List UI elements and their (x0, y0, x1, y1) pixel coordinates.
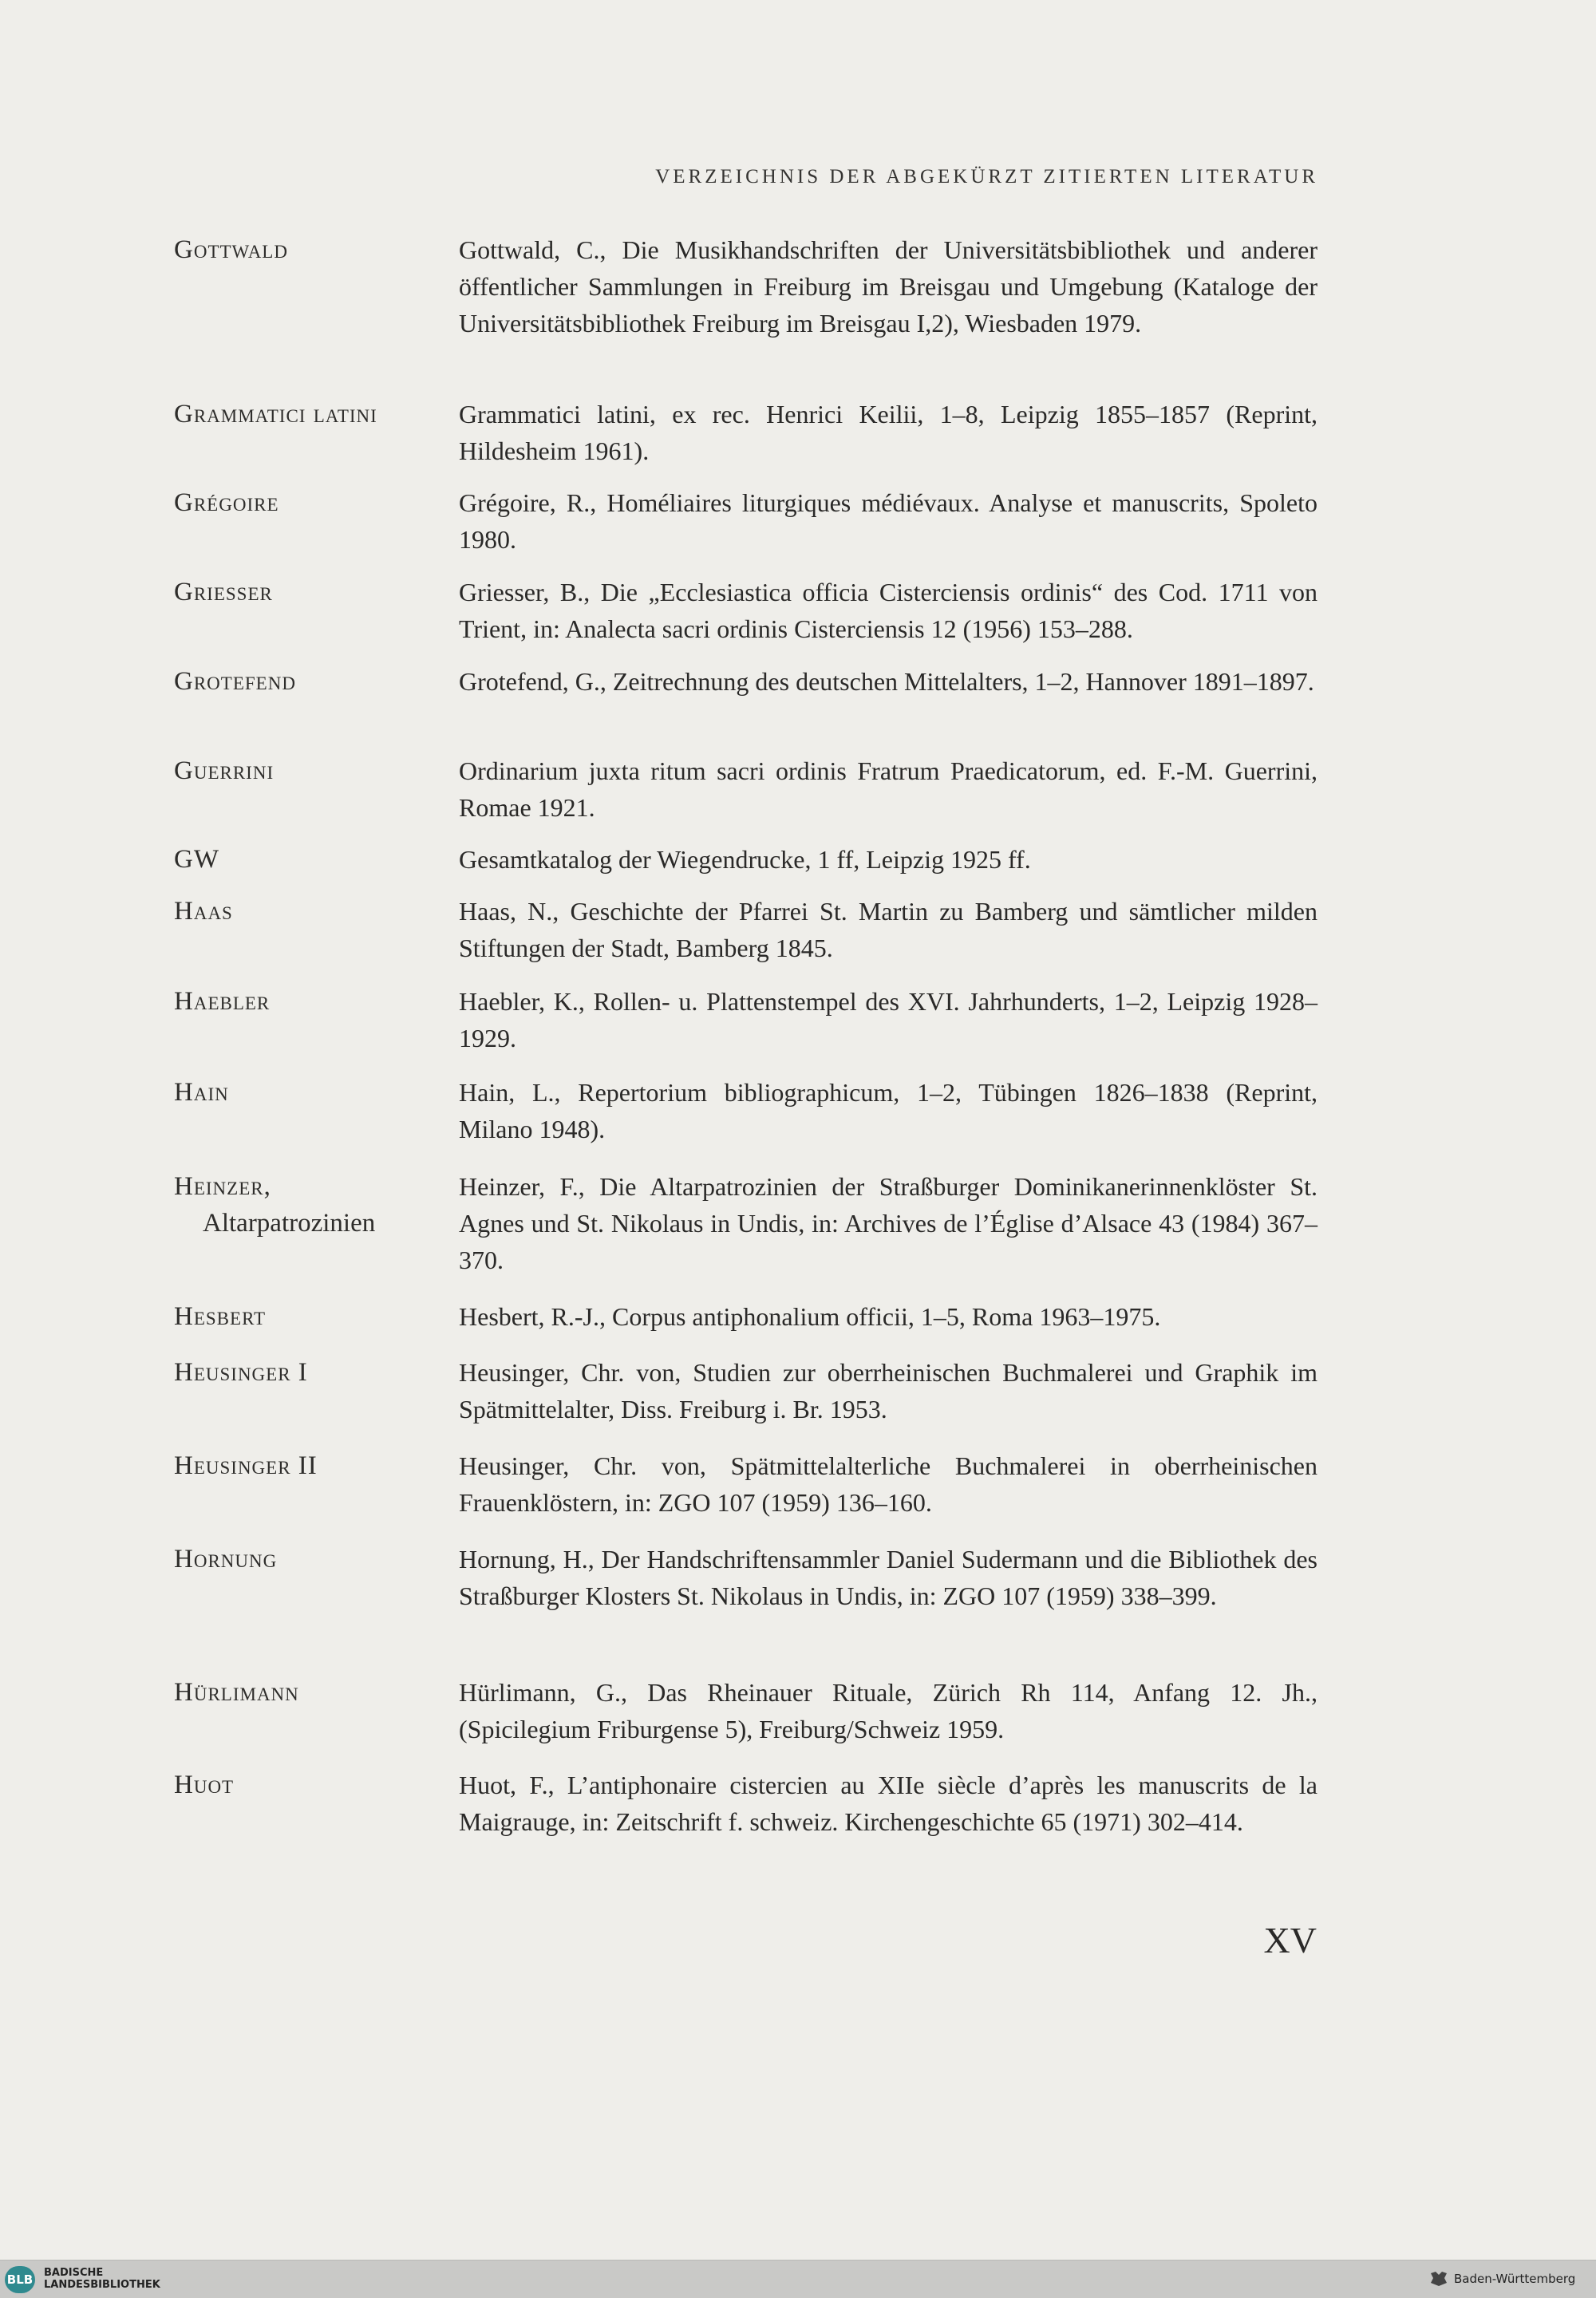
entry-text: Grotefend, G., Zeitrechnung des deutschen Mittelalters, 1–2, Hannover 1891–1897. (459, 667, 1314, 696)
entry-key-sub: Altarpatrozinien (203, 1209, 376, 1238)
entry-text: Griesser, B., Die „Ecclesiastica officia Cisterciensis ordinis“ des Cod. 1711 von Trient, in: Analecta sacri ordinis Cisterciensis 12 (1956) 153–288. (459, 578, 1317, 643)
state-name[interactable]: Baden-Württemberg (1454, 2272, 1576, 2286)
entry-key-main: Heinzer, (174, 1172, 271, 1201)
viewer-footer-bar (0, 2260, 1596, 2298)
entry-text: Hain, L., Repertorium bibliographicum, 1–2, Tübingen 1826–1838 (Reprint, Milano 1948). (459, 1078, 1317, 1143)
entry-key: Heusinger II (174, 1451, 318, 1480)
entry-key: Grammatici latini (174, 400, 377, 428)
running-head: VERZEICHNIS DER ABGEKÜRZT ZITIERTEN LITERATUR (655, 166, 1318, 188)
entry-key: GW (174, 845, 219, 874)
entry-key: Hain (174, 1078, 229, 1107)
entry-key: Griesser (174, 578, 273, 606)
entry-key: Guerrini (174, 756, 275, 785)
entry-text: Heinzer, F., Die Altarpatrozinien der Straßburger Dominikanerinnenklöster St. Agnes und St. Nikolaus in Undis, in: Archives de l’Église d’Alsace 43 (1984) 367–370. (459, 1172, 1317, 1274)
entry-key: Gottwald (174, 235, 288, 264)
entry-key: Haebler (174, 987, 271, 1016)
entry-key (174, 1168, 445, 1242)
entry-text: Heusinger, Chr. von, Spätmittelalterliche Buchmalerei in oberrheinischen Frauenklöstern, in: ZGO 107 (1959) 136–160. (459, 1451, 1317, 1517)
entry-key: Hürlimann (174, 1678, 299, 1707)
entry-key: Huot (174, 1771, 235, 1799)
entry-key: Grégoire (174, 488, 279, 517)
entry-text: Hesbert, R.-J., Corpus antiphonalium officii, 1–5, Roma 1963–1975. (459, 1302, 1161, 1331)
entry-key: Haas (174, 897, 233, 926)
library-name-line-2: LANDESBIBLIOTHEK (44, 2279, 160, 2291)
entry-key: Grotefend (174, 667, 296, 696)
entry-text: Hürlimann, G., Das Rheinauer Rituale, Zürich Rh 114, Anfang 12. Jh., (Spicilegium Friburgense 5), Freiburg/Schweiz 1959. (459, 1678, 1317, 1743)
entry-text: Haas, N., Geschichte der Pfarrei St. Martin zu Bamberg und sämtlicher milden Stiftungen der Stadt, Bamberg 1845. (459, 897, 1317, 962)
entry-text: Heusinger, Chr. von, Studien zur oberrheinischen Buchmalerei und Graphik im Spätmittelalter, Diss. Freiburg i. Br. 1953. (459, 1358, 1317, 1423)
entry-text: Haebler, K., Rollen- u. Plattenstempel des XVI. Jahrhunderts, 1–2, Leipzig 1928–1929. (459, 987, 1317, 1052)
entry-text: Hornung, H., Der Handschriftensammler Daniel Sudermann und die Bibliothek des Straßburger Klosters St. Nikolaus in Undis, in: ZGO 107 (1959) 338–399. (459, 1545, 1317, 1610)
entry-key: Hornung (174, 1545, 278, 1573)
entry-text: Grégoire, R., Homéliaires liturgiques médiévaux. Analyse et manuscrits, Spoleto 1980. (459, 488, 1317, 554)
entry-key: Hesbert (174, 1302, 267, 1331)
library-name[interactable] (44, 2267, 160, 2291)
library-name-line-1: BADISCHE (44, 2267, 104, 2279)
entry-text: Grammatici latini, ex rec. Henrici Keilii, 1–8, Leipzig 1855–1857 (Reprint, Hildesheim 1961). (459, 400, 1317, 465)
state-emblem-icon[interactable] (1428, 2268, 1449, 2289)
entry-text: Gesamtkatalog der Wiegendrucke, 1 ff, Leipzig 1925 ff. (459, 845, 1031, 874)
entry-text: Ordinarium juxta ritum sacri ordinis Fratrum Praedicatorum, ed. F.-M. Guerrini, Romae 1921. (459, 756, 1317, 822)
blb-logo-icon[interactable]: BLB (5, 2266, 35, 2293)
entry-text: Gottwald, C., Die Musikhandschriften der Universitätsbibliothek und anderer öffentlicher Sammlungen in Freiburg im Breisgau und Umgebung (Kataloge der Universitätsbibliothek Freiburg im Breisgau I,2), Wiesbaden 1979. (459, 235, 1317, 338)
entry-key: Heusinger I (174, 1358, 308, 1387)
page-number: XV (1263, 1920, 1317, 1960)
entry-text: Huot, F., L’antiphonaire cistercien au XIIe siècle d’après les manuscrits de la Maigrauge, in: Zeitschrift f. schweiz. Kirchengeschichte 65 (1971) 302–414. (459, 1771, 1317, 1836)
